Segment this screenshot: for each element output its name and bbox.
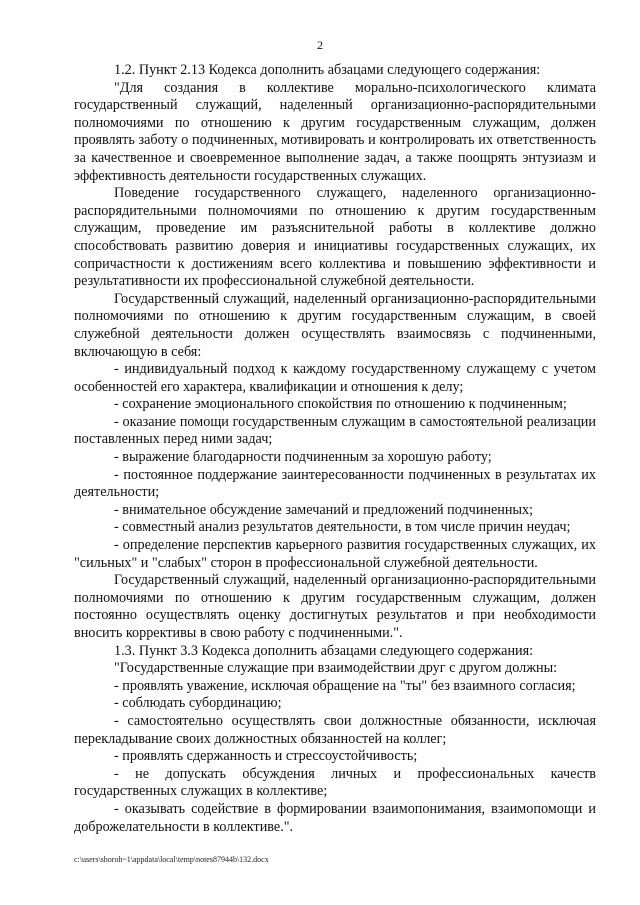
- paragraph: "Государственные служащие при взаимодействии друг с другом должны:: [114, 660, 558, 677]
- list-item: - определение перспектив карьерного развития государственных служащих, их "сильных" и "слабых" сторон в профессиональной служебной деятельности.: [74, 537, 596, 571]
- paragraph: Поведение государственного служащего, наделенного организационно-распорядительными полномочиями по отношению к другим государственным служащим, проведение им разъяснительной работы в коллективе должно способствовать развитию доверия и инициативы государственных служащих, их сопричастности к достижениям всего коллектива и повышению эффективности и результативности их профессиональной служебной деятельности.: [74, 185, 596, 290]
- list-item: - соблюдать субординацию;: [114, 695, 282, 712]
- list-item: - проявлять сдержанность и стрессоустойчивость;: [114, 748, 418, 765]
- paragraph: Государственный служащий, наделенный организационно-распорядительными полномочиями по отношению к другим государственным служащим, должен постоянно осуществлять оценку достигнутых результатов и при необходимости вносить коррективы в свою работу с подчиненными.".: [74, 572, 596, 641]
- paragraph: 1.3. Пункт 3.3 Кодекса дополнить абзацами следующего содержания:: [114, 642, 534, 659]
- document-body: [74, 62, 596, 836]
- paragraph: 1.2. Пункт 2.13 Кодекса дополнить абзацами следующего содержания:: [114, 62, 541, 78]
- list-item: - внимательное обсуждение замечаний и предложений подчиненных;: [114, 501, 534, 518]
- paragraph: "Для создания в коллективе морально-психологического климата государственный служащий, наделенный организационно-распорядительными полномочиями по отношению к другим государственным служащим, должен проявлять заботу о подчиненных, мотивировать и контролировать их ответственность за качественное и своевременное выполнение задач, а также поощрять энтузиазм и эффективность деятельности государственных служащих.: [74, 79, 596, 184]
- list-item: - оказание помощи государственным служащим в самостоятельной реализации поставленных перед ними задач;: [74, 413, 596, 448]
- list-item: - выражение благодарности подчиненным за хорошую работу;: [114, 449, 492, 466]
- list-item: - проявлять уважение, исключая обращение на "ты" без взаимного согласия;: [114, 677, 576, 694]
- list-item: - оказывать содействие в формировании взаимопонимания, взаимопомощи и доброжелательности в коллективе.".: [74, 800, 596, 835]
- list-item: - постоянное поддержание заинтересованности подчиненных в результатах их деятельности;: [74, 466, 596, 501]
- list-item: - самостоятельно осуществлять свои должностные обязанности, исключая перекладывание своих должностных обязанностей на коллег;: [74, 712, 596, 747]
- list-item: - сохранение эмоционального спокойствия по отношению к подчиненным;: [114, 396, 567, 413]
- file-path-footer: c:\users\shoroh~1\appdata\local\temp\notes87944b\132.docx: [74, 855, 269, 864]
- list-item: - не допускать обсуждения личных и профессиональных качеств государственных служащих в коллективе;: [74, 765, 596, 800]
- list-item: - совместный анализ результатов деятельности, в том числе причин неудач;: [114, 519, 571, 536]
- paragraph: Государственный служащий, наделенный организационно-распорядительными полномочиями по отношению к другим государственным служащим, в своей служебной деятельности должен осуществлять взаимосвязь с подчиненными, включающую в себя:: [74, 290, 596, 360]
- list-item: - индивидуальный подход к каждому государственному служащему с учетом особенностей его характера, квалификации и отношения к делу;: [74, 361, 596, 395]
- page-number: 2: [317, 38, 323, 52]
